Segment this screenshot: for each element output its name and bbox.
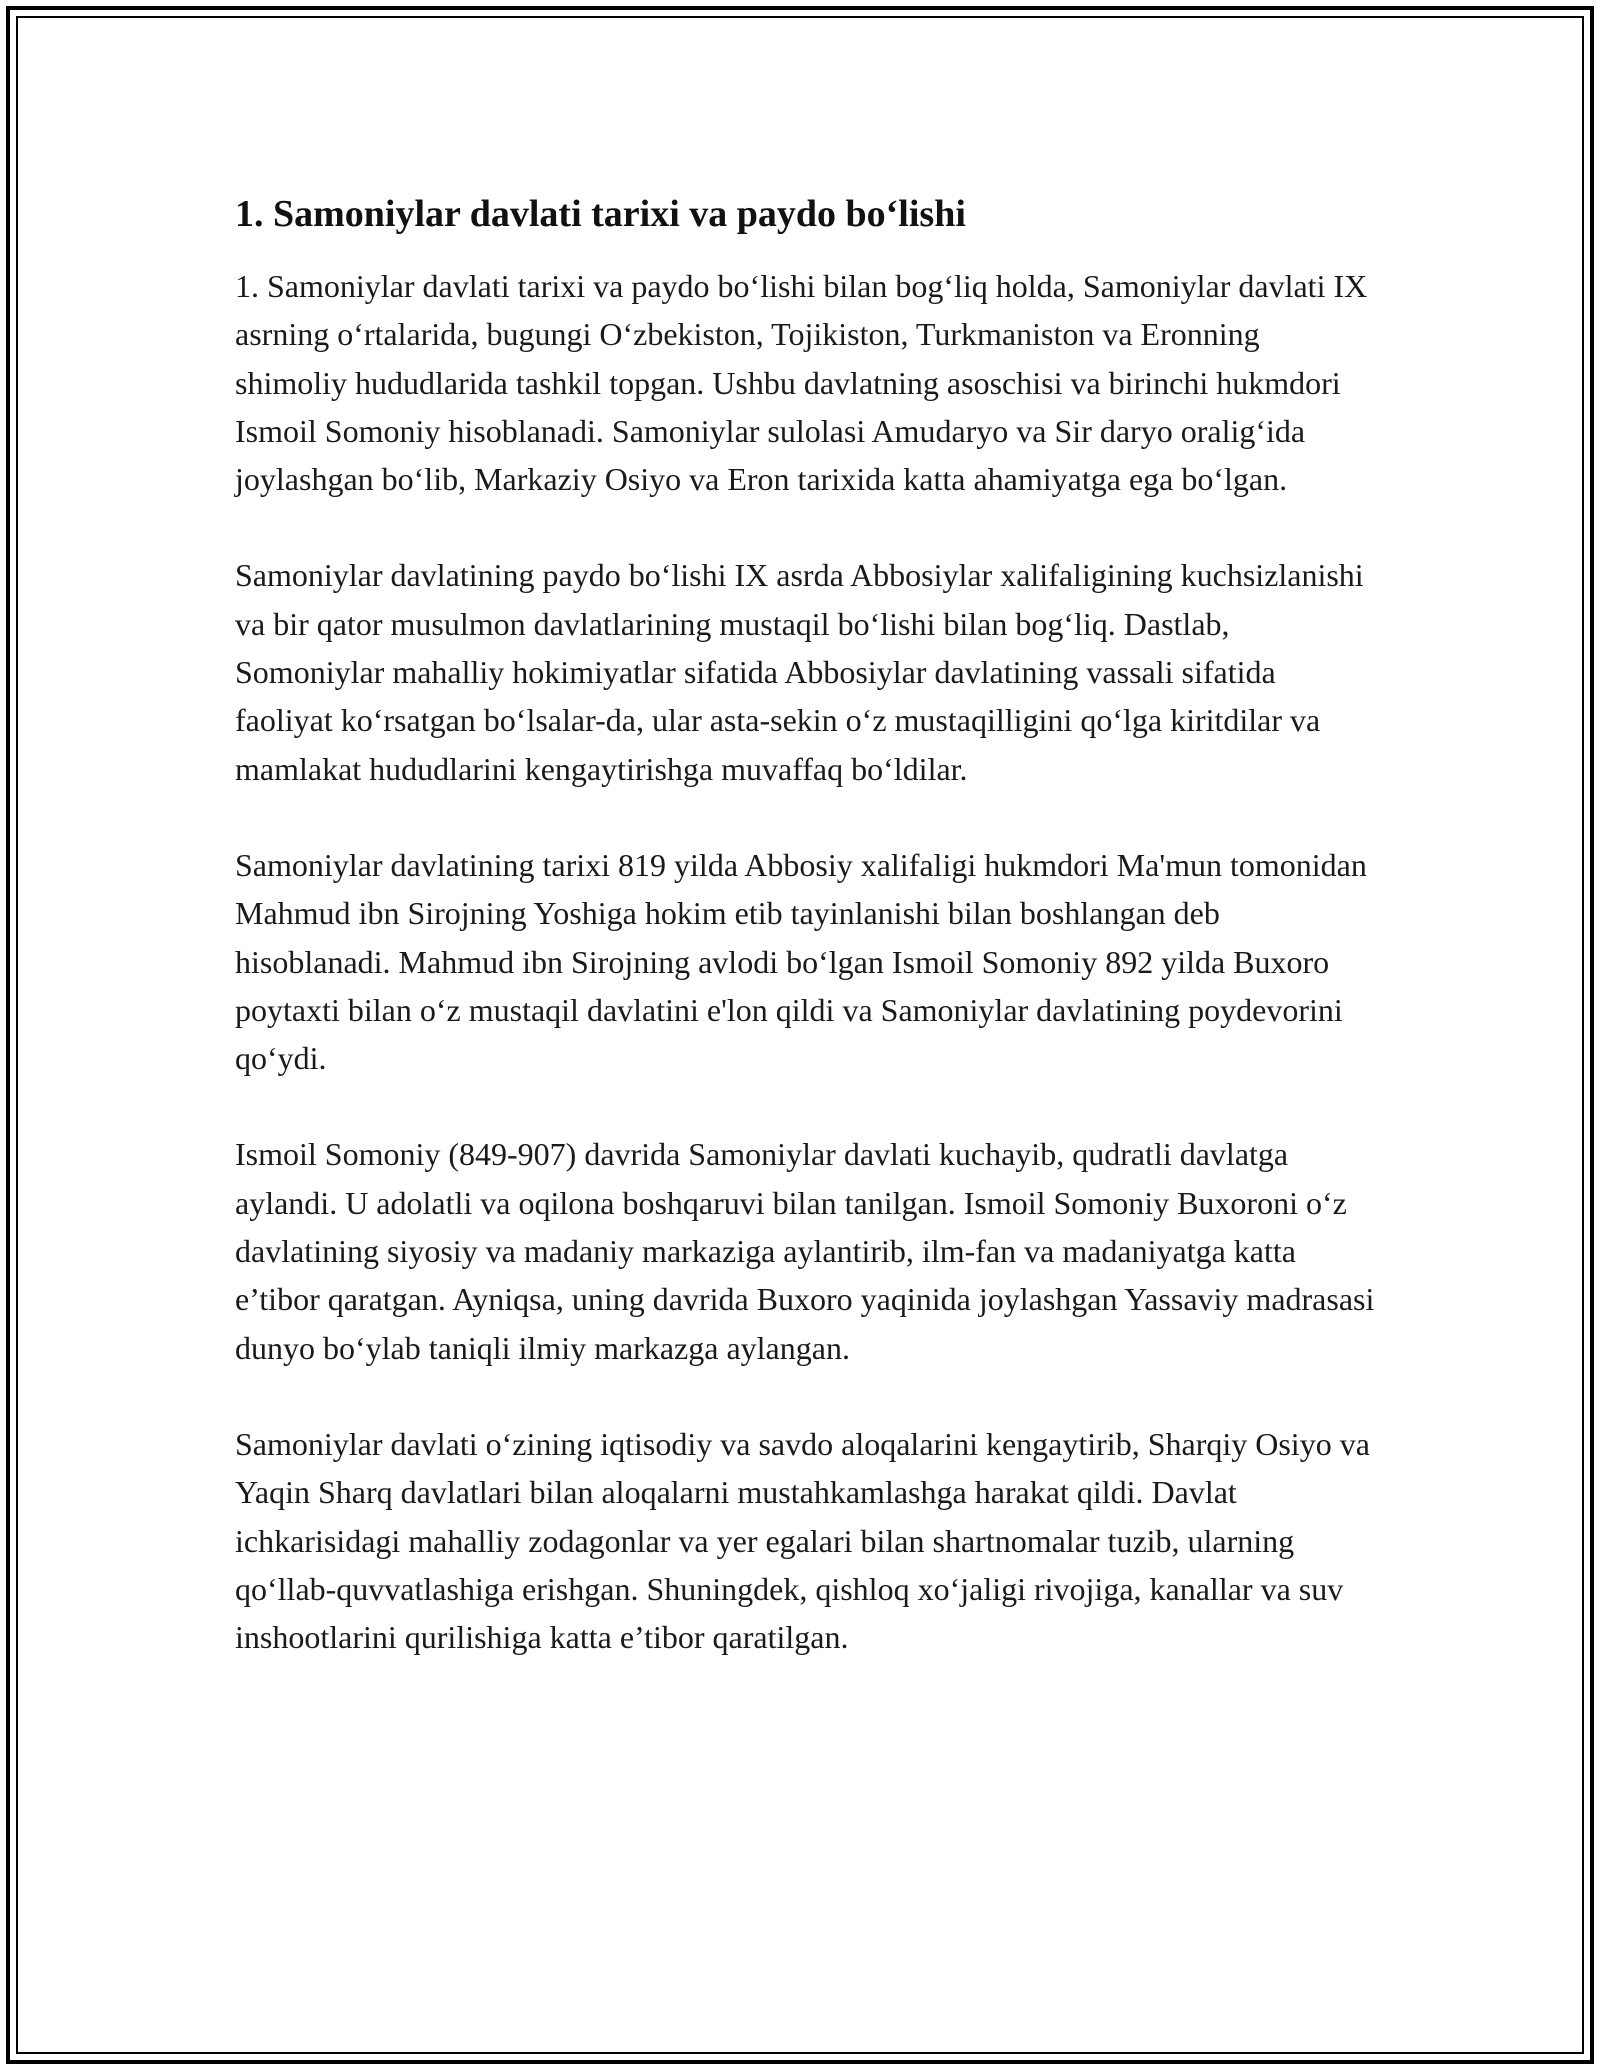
paragraph-emergence: Samoniylar davlatining paydo bo‘lishi IX asrda Abbosiylar xalifaligining kuchsizlanishi va bir qator musulmon davlatlarining mustaqil bo‘lishi bilan bog‘liq. Dastlab, Somoniylar mahalliy hokimiyatlar sifatida Abbosiylar davlatining vassali sifatida faoliyat ko‘rsatgan bo‘lsalar-da, ular asta-sekin o‘z mustaqilligini qo‘lga kiritdilar va mamlakat hududlarini kengaytirishga muvaffaq bo‘ldilar.: [235, 557, 1364, 787]
document-body: [235, 186, 1375, 1709]
paragraph-economy-trade: Samoniylar davlati o‘zining iqtisodiy va savdo aloqalarini kengaytirib, Sharqiy Osiyo va Yaqin Sharq davlatlari bilan aloqalarni mustahkamlashga harakat qildi. Davlat ichkarisidagi mahalliy zodagonlar va yer egalari bilan shartnomalar tuzib, ularning qo‘llab-quvvatlashiga erishgan. Shuningdek, qishloq xo‘jaligi rivojiga, kanallar va suv inshootlarini qurilishiga katta e’tibor qaratilgan.: [235, 1425, 1370, 1656]
paragraph-origin: 1. Samoniylar davlati tarixi va paydo bo‘lishi bilan bog‘liq holda, Samoniylar davlati IX asrning o‘rtalarida, bugungi O‘zbekiston, Tojikiston, Turkmaniston va Eronning shimoliy hududlarida tashkil topgan. Ushbu davlatning asoschisi va birinchi hukmdori Ismoil Somoniy hisoblanadi. Samoniylar sulolasi Amudaryo va Sir daryo oralig‘ida joylashgan bo‘lib, Markaziy Osiyo va Eron tarixida katta ahamiyatga ega bo‘lgan.: [235, 268, 1368, 498]
paragraph-ismoil-somoniy: Ismoil Somoniy (849-907) davrida Samoniylar davlati kuchayib, qudratli davlatga aylandi. U adolatli va oqilona boshqaruvi bilan tanilgan. Ismoil Somoniy Buxoroni o‘z davlatining siyosiy va madaniy markaziga aylantirib, ilm-fan va madaniyatga katta e’tibor qaratgan. Ayniqsa, uning davrida Buxoro yaqinida joylashgan Yassaviy madrasasi dunyo bo‘ylab taniqli ilmiy markazga aylangan.: [235, 1136, 1375, 1366]
section-heading: 1. Samoniylar davlati tarixi va paydo bo‘lishi: [235, 193, 966, 235]
paragraph-history-819: Samoniylar davlatining tarixi 819 yilda Abbosiy xalifaligi hukmdori Ma'mun tomonidan Mahmud ibn Sirojning Yoshiga hokim etib tayinlanishi bilan boshlangan deb hisoblanadi. Mahmud ibn Sirojning avlodi bo‘lgan Ismoil Somoniy 892 yilda Buxoro poytaxti bilan o‘z mustaqil davlatini e'lon qildi va Samoniylar davlatining poydevorini qo‘ydi.: [235, 846, 1367, 1077]
